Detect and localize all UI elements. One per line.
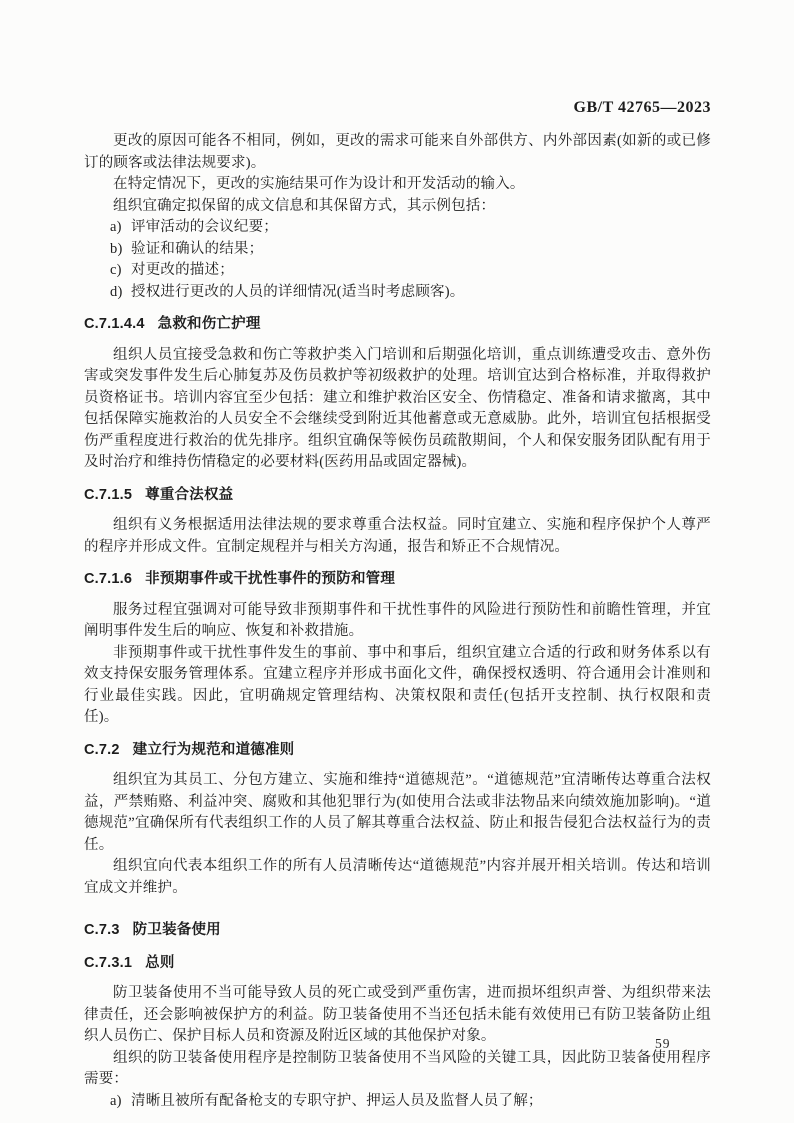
clause-heading-c7.1.4.4 [84, 314, 711, 336]
clause-title: 急救和伤亡护理 [157, 316, 261, 332]
paragraph: 非预期事件或干扰性事件发生的事前、事中和事后，组织宜建立合适的行政和财务体系以有效支持保安服务管理体系。宜建立程序并形成书面化文件，确保授权透明、符合通用会计准则和行业最佳实践。因此，宜明确规定管理结构、决策权限和责任(包括开支控制、执行权限和责任)。 [84, 644, 711, 725]
clause-number: C.7.1.5 [84, 486, 133, 503]
clause-heading-c7.1.6 [84, 569, 711, 591]
list-item [110, 260, 711, 282]
list-marker: a) [110, 1092, 122, 1109]
paragraph: 在特定情况下，更改的实施结果可作为设计和开发活动的输入。 [113, 176, 525, 192]
paragraph: 组织宜向代表本组织工作的所有人员清晰传达“道德规范”内容并展开相关培训。传达和培训宜成文并维护。 [84, 858, 711, 896]
paragraph: 组织人员宜接受急救和伤亡等救护类入门培训和后期强化培训，重点训练遭受攻击、意外伤害或突发事件发生后心肺复苏及伤员救护等初级救护的处理。培训宜达到合格标准，并取得救护员资格证书。培训内容宜至少包括：建立和维护救治区安全、伤情稳定、准备和请求撤离，其中包括保障实施救治的人员安全不会继续受到附近其他蓄意或无意威胁。此外，培训宜包括根据受伤严重程度进行救治的优先排序。组织宜确保等候伤员疏散期间，个人和保安服务团队配有用于及时治疗和维持伤情稳定的必要材料(医药用品或固定器械)。 [84, 346, 711, 470]
paragraph: 服务过程宜强调对可能导致非预期事件和干扰性事件的风险进行预防性和前瞻性管理，并宜阐明事件发生后的响应、恢复和补救措施。 [84, 601, 711, 639]
clause-heading-c7.3 [84, 920, 711, 942]
list-item [110, 1091, 711, 1113]
list-item-text: 对更改的描述； [131, 262, 234, 278]
clause-number: C.7.3.1 [84, 954, 133, 971]
paragraph: 组织宜确定拟保留的成文信息和其保留方式，其示例包括： [113, 197, 496, 214]
list-marker: a) [110, 219, 122, 235]
clause-title: 建立行为规范和道德准则 [132, 741, 295, 758]
page-number: 59 [655, 1036, 671, 1051]
list-marker: d) [110, 283, 123, 300]
paragraph: 组织有义务根据适用法律法规的要求尊重合法权益。同时宜建立、实施和程序保护个人尊严的程序并形成文件。宜制定规程并与相关方沟通，报告和矫正不合规情况。 [84, 517, 711, 555]
page-body [84, 131, 711, 1112]
clause-heading-c7.3.1 [84, 953, 711, 975]
list-item [110, 217, 711, 239]
list-item-text: 授权进行更改的人员的详细情况(适当时考虑顾客)。 [131, 283, 465, 300]
clause-number: C.7.1.4.4 [84, 316, 145, 332]
paragraph: 更改的原因可能各不相同，例如，更改的需求可能来自外部供方、内外部因素(如新的或已修订的顾客或法律法规要求)。 [84, 133, 711, 171]
clause-number: C.7.3 [84, 922, 120, 938]
clause-title: 总则 [145, 954, 175, 971]
paragraph: 组织的防卫装备使用程序是控制防卫装备使用不当风险的关键工具，因此防卫装备使用程序需要： [84, 1049, 711, 1087]
list-item [110, 282, 711, 304]
list-marker: c) [110, 262, 122, 278]
clause-title: 防卫装备使用 [132, 922, 221, 938]
clause-title: 非预期事件或干扰性事件的预防和管理 [145, 571, 396, 587]
clause-number: C.7.1.6 [84, 571, 133, 587]
list-item-text: 验证和确认的结果； [131, 240, 264, 257]
clause-title: 尊重合法权益 [145, 486, 234, 503]
clause-heading-c7.1.5 [84, 485, 711, 507]
list-item [110, 239, 711, 261]
paragraph: 组织宜为其员工、分包方建立、实施和维持“道德规范”。“道德规范”宜清晰传达尊重合法权益，严禁贿赂、利益冲突、腐败和其他犯罪行为(如使用合法或非法物品来向绩效施加影响)。“道德规范”宜确保所有代表组织工作的人员了解其尊重合法权益、防止和报告侵犯合法权益行为的责任。 [84, 772, 711, 853]
clause-number: C.7.2 [84, 741, 120, 758]
list-item-text: 清晰且被所有配备枪支的专职守护、押运人员及监督人员了解； [131, 1092, 543, 1109]
list-item-text: 评审活动的会议纪要； [131, 219, 278, 235]
clause-heading-c7.2 [84, 740, 711, 762]
paragraph: 防卫装备使用不当可能导致人员的死亡或受到严重伤害，进而损坏组织声誉、为组织带来法律责任，还会影响被保护方的利益。防卫装备使用不当还包括未能有效使用已有防卫装备防止组织人员伤亡、保护目标人员和资源及附近区域的其他保护对象。 [84, 985, 711, 1044]
list-marker: b) [110, 240, 123, 257]
standard-number-header: GB/T 42765—2023 [573, 99, 711, 116]
